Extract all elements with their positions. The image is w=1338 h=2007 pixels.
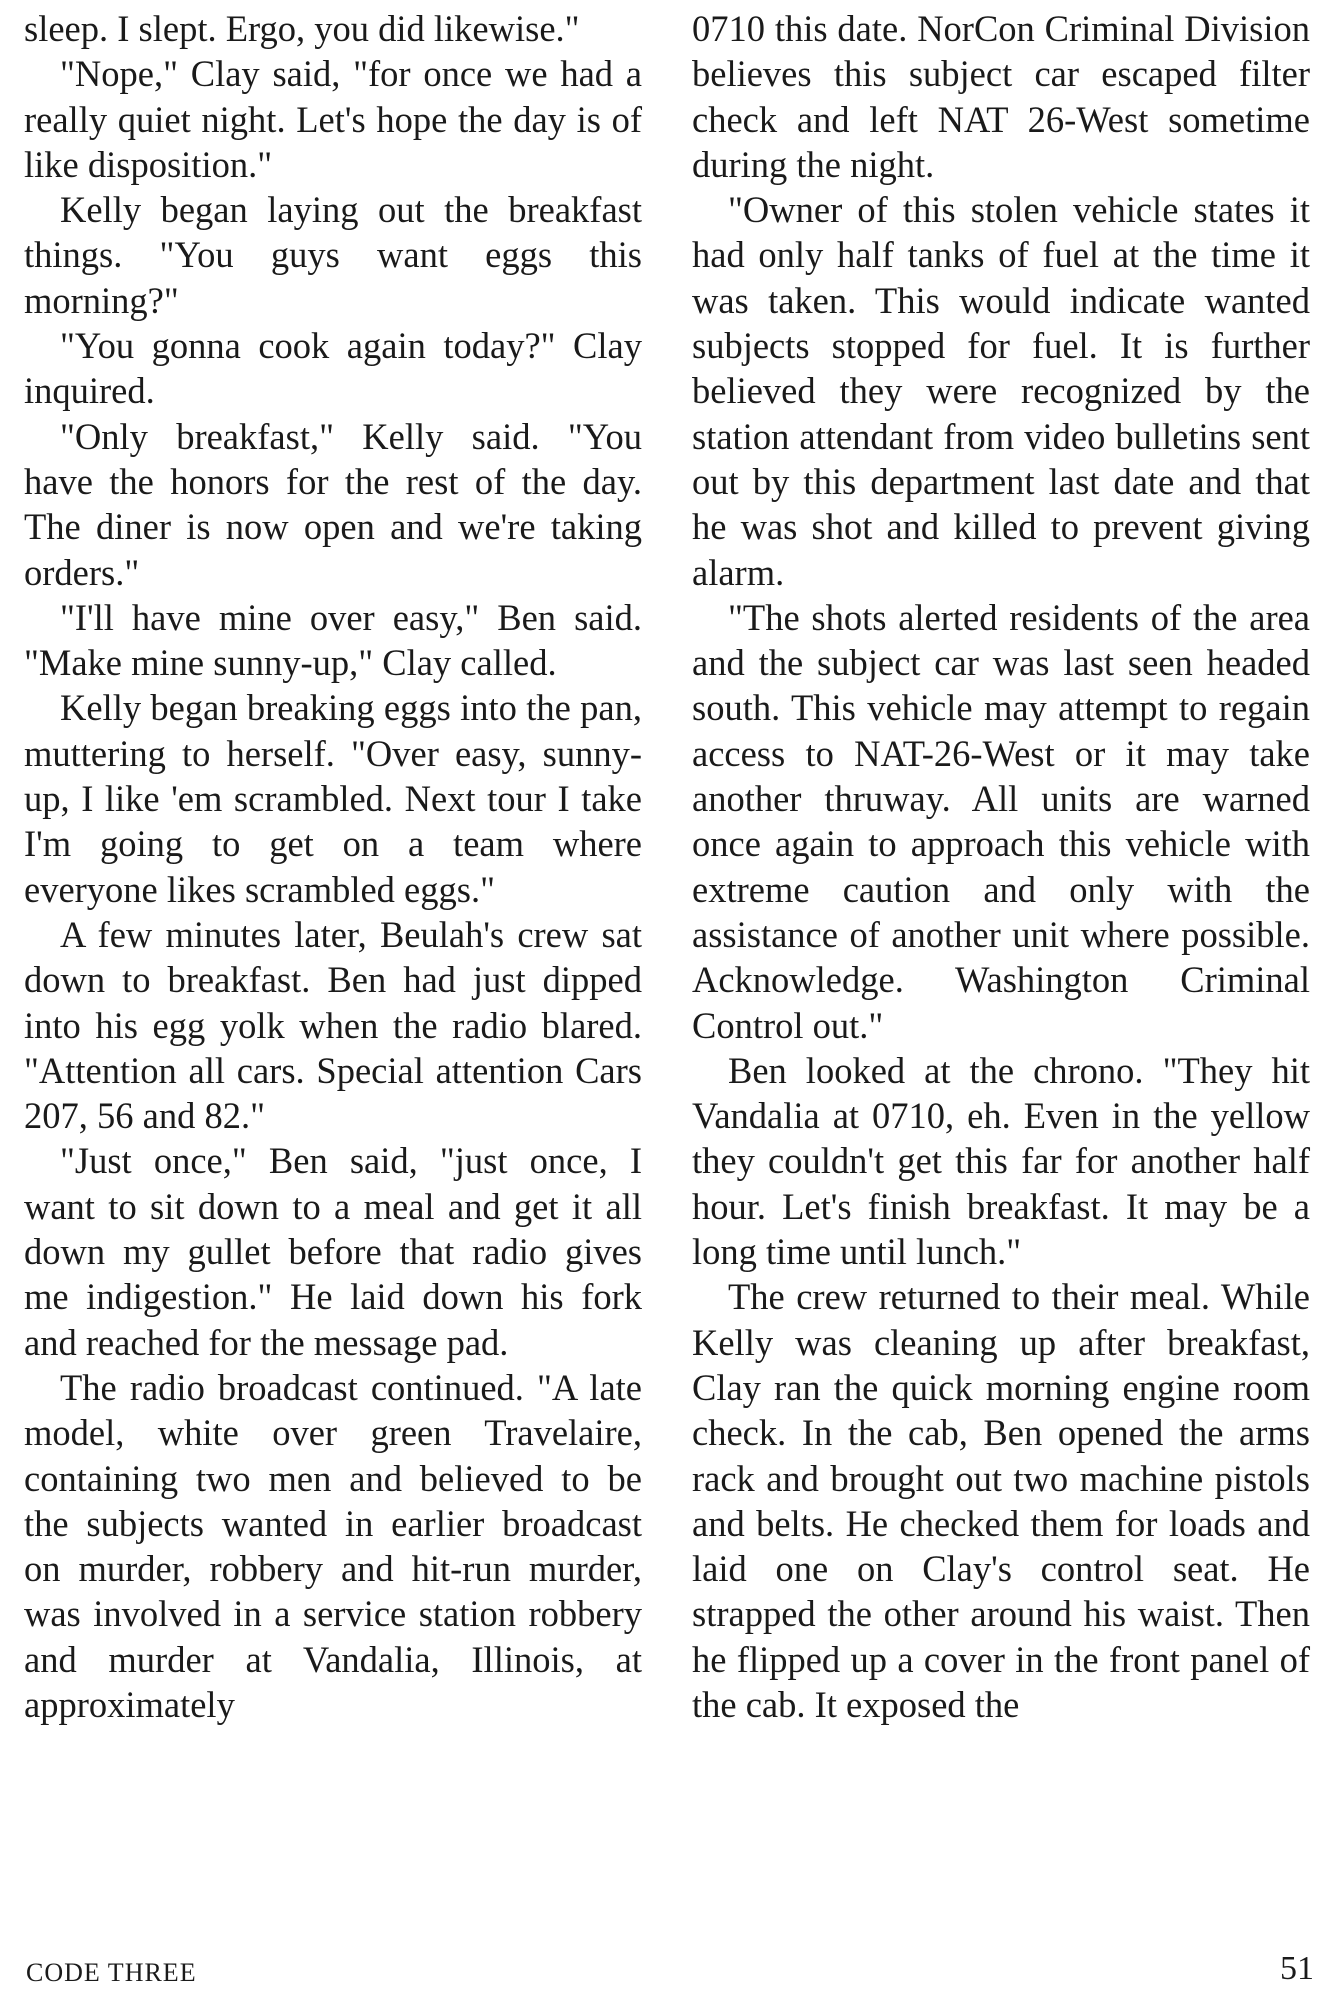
paragraph: "Only breakfast," Kelly said. "You have the honors for the rest of the day. The diner is now open and we're taking orders." (24, 415, 642, 593)
paragraph: Kelly began breaking eggs into the pan, muttering to herself. "Over easy, sunny-up, I like 'em scrambled. Next tour I take I'm going to get on a team where everyone likes scrambled eggs." (24, 687, 642, 910)
paragraph: A few minutes later, Beulah's crew sat down to breakfast. Ben had just dipped into his egg yolk when the radio blared. "Attention all cars. Special attention Cars 207, 56 and 82." (24, 913, 642, 1137)
paragraph: "Owner of this stolen vehicle states it had only half tanks of fuel at the time it was taken. This would indicate wanted subjects stopped for fuel. It is further believed they were recognized by the station attendant from video bulletins sent out by this department last date and that he was shot and killed to prevent giving alarm. (692, 189, 1310, 593)
paragraph: Ben looked at the chrono. "They hit Vandalia at 0710, eh. Even in the yellow they couldn't get this far for another half hour. Let's finish breakfast. It may be a long time until lunch." (692, 1049, 1310, 1273)
paragraph: sleep. I slept. Ergo, you did likewise." (24, 8, 580, 49)
paragraph: The radio broadcast continued. "A late model, white over green Travelaire, containing two men and believed to be the subjects wanted in earlier broadcast on murder, robbery and hit-run murder, was involved in a service station robbery and murder at Vandalia, Illinois, at approximately (24, 1366, 642, 1725)
paragraph: "You gonna cook again today?" Clay inquired. (24, 325, 642, 412)
paragraph: "I'll have mine over easy," Ben said. "Make mine sunny-up," Clay called. (24, 596, 642, 684)
paragraph: "The shots alerted residents of the area and the subject car was last seen headed south. This vehicle may attempt to regain access to NAT-26-West or it may take another thruway. All units are warned once again to approach this vehicle with extreme caution and only with the assistance of another unit where possible. Acknowledge. Washington Criminal Control out." (692, 596, 1310, 1046)
page-number: 51 (1280, 1950, 1314, 1987)
paragraph: "Nope," Clay said, "for once we had a really quiet night. Let's hope the day is of like disposition." (24, 53, 642, 185)
running-title: CODE THREE (26, 1958, 197, 1987)
paragraph: The crew returned to their meal. While Kelly was cleaning up after breakfast, Clay ran the quick morning engine room check. In the cab, Ben opened the arms rack and brought out two machine pistols and belts. He checked them for loads and laid one on Clay's control seat. He strapped the other around his waist. Then he flipped up a cover in the front panel of the cab. It exposed the (692, 1276, 1310, 1725)
paragraph: 0710 this date. NorCon Criminal Division believes this subject car escaped filter check and left NAT 26-West sometime during the night. (692, 8, 1310, 185)
paragraph: Kelly began laying out the breakfast things. "You guys want eggs this morning?" (24, 189, 642, 321)
paragraph: "Just once," Ben said, "just once, I want to sit down to a meal and get it all down my gullet before that radio gives me indigestion." He laid down his fork and reached for the message pad. (24, 1140, 642, 1363)
left-text-column (24, 6, 642, 1727)
right-text-column (692, 6, 1310, 1727)
